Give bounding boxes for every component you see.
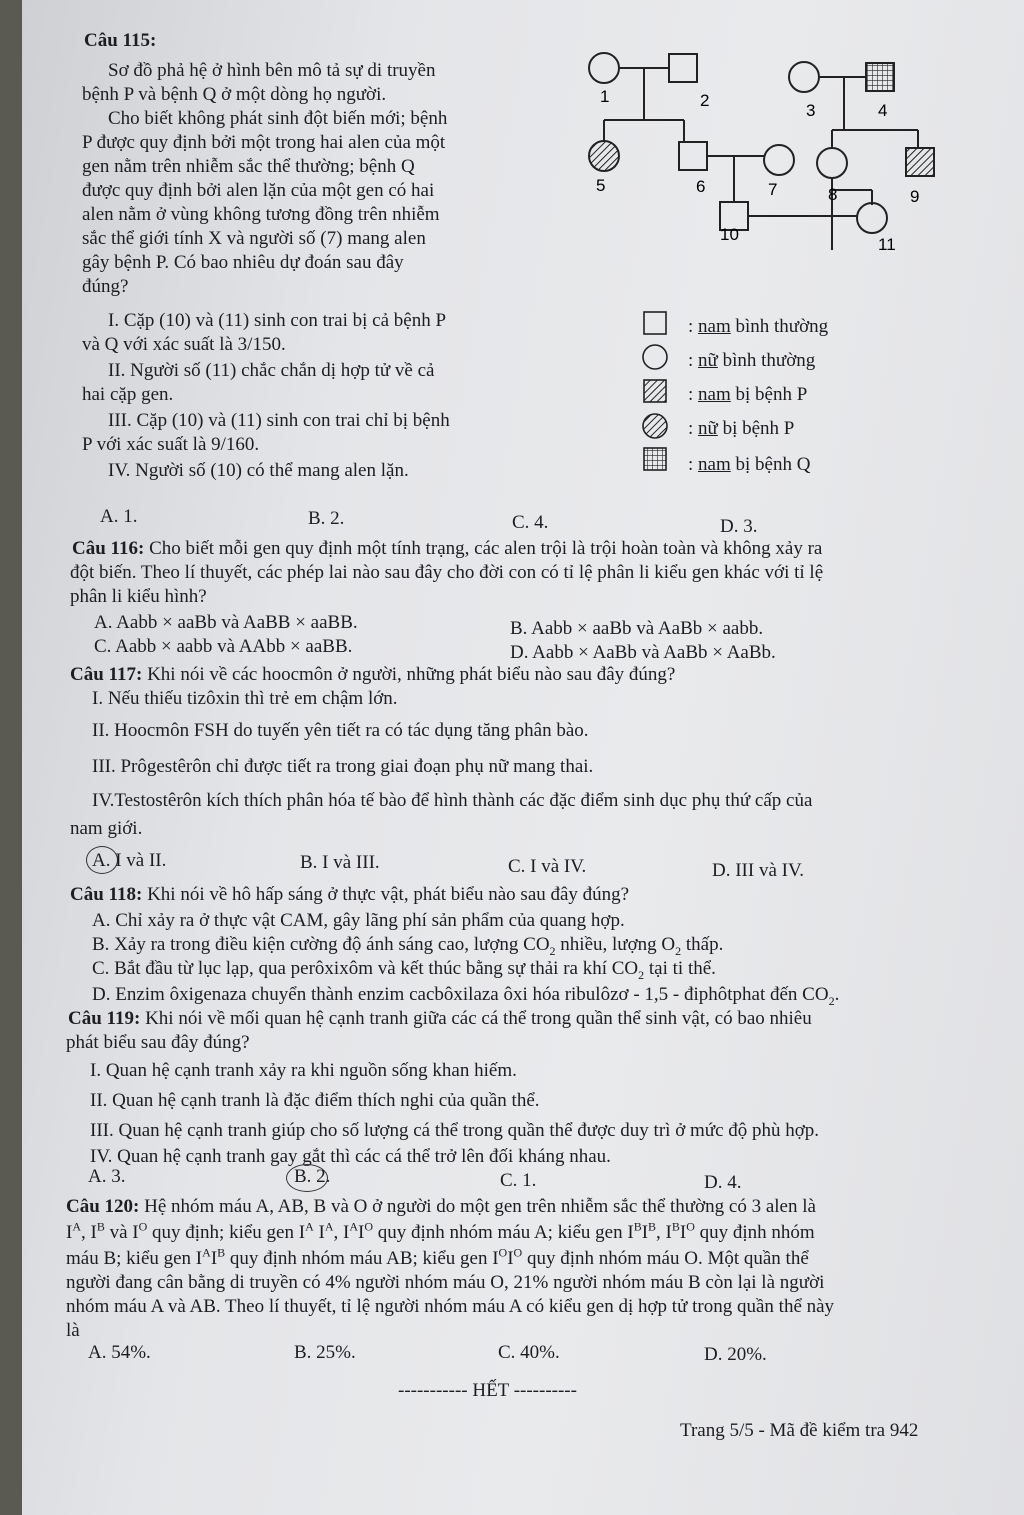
q119-statement: II. Quan hệ cạnh tranh là đặc điểm thích nghi của quần thể. — [90, 1090, 540, 1111]
q117-statement: I. Nếu thiếu tizôxin thì trẻ em chậm lớn. — [92, 688, 398, 709]
grid-square-icon — [644, 448, 666, 470]
q117-statement: nam giới. — [70, 818, 143, 839]
q118-option-a[interactable]: A. Chỉ xảy ra ở thực vật CAM, gây lãng phí sản phẩm của quang hợp. — [92, 910, 625, 931]
pedigree-individual-5 — [589, 141, 619, 171]
q116-stem: Câu 116: Cho biết mỗi gen quy định một tính trạng, các alen trội là trội hoàn toàn và không xảy ra — [72, 538, 823, 559]
q115-body-line: đúng? — [82, 276, 129, 297]
q117-stem: Câu 117: Khi nói về các hoocmôn ở người, những phát biểu nào sau đây đúng? — [70, 664, 676, 685]
q118-option-c[interactable]: C. Bắt đầu từ lục lạp, qua perôxixôm và kết thúc bằng sự thải ra khí $CO_2$ tại ti thể. — [92, 958, 716, 982]
q117-statement: IV.Testostêrôn kích thích phân hóa tế bào để hình thành các đặc điểm sinh dục phụ thứ cấp của — [92, 790, 813, 811]
q119-stem: phát biểu sau đây đúng? — [66, 1032, 250, 1053]
pedigree-label: 6 — [696, 177, 706, 196]
pedigree-label: 1 — [600, 87, 610, 106]
pedigree-label: 5 — [596, 176, 606, 195]
q115-body-line: Cho biết không phát sinh đột biến mới; bệnh — [108, 108, 448, 129]
q115-body-line: sắc thể giới tính X và người số (7) mang alen — [82, 228, 426, 249]
pedigree-label: 11 — [878, 235, 896, 254]
end-marker: ----------- HẾT ---------- — [398, 1380, 577, 1401]
q116-option-b[interactable]: B. Aabb × aaBb và AaBb × aabb. — [510, 618, 764, 639]
pedigree-label: 4 — [878, 101, 888, 120]
q115-statement: P với xác suất là 9/160. — [82, 434, 260, 455]
q119-option-d[interactable]: D. 4. — [704, 1172, 742, 1193]
q119-statement: I. Quan hệ cạnh tranh xảy ra khi nguồn sống khan hiếm. — [90, 1060, 517, 1081]
q115-option-c[interactable]: C. 4. — [512, 512, 549, 533]
pedigree-individual-11 — [857, 203, 887, 233]
q115-option-a[interactable]: A. 1. — [100, 506, 138, 527]
legend-item: : nam bị bệnh Q — [688, 454, 811, 475]
circle-icon — [643, 345, 667, 369]
q115-statement: II. Người số (11) chắc chắn dị hợp tử về cả — [108, 360, 435, 381]
q120-option-d[interactable]: D. 20%. — [704, 1344, 767, 1365]
q119-option-a[interactable]: A. 3. — [88, 1166, 126, 1187]
q117-option-a[interactable]: A. I và II. — [92, 850, 167, 871]
pedigree-diagram — [562, 50, 962, 290]
pedigree-label: 10 — [720, 225, 739, 244]
q117-option-b[interactable]: B. I và III. — [300, 852, 380, 873]
q117-statement: II. Hoocmôn FSH do tuyến yên tiết ra có tác dụng tăng phân bào. — [92, 720, 589, 741]
pedigree-label: 3 — [806, 101, 816, 120]
q120-stem: người đang cân bằng di truyền có 4% người nhóm máu O, 21% người nhóm máu B còn lại là người — [66, 1272, 825, 1293]
q120-option-c[interactable]: C. 40%. — [498, 1342, 560, 1363]
q116-stem: đột biến. Theo lí thuyết, các phép lai nào sau đây cho đời con có tỉ lệ phân li kiểu gen khác với tỉ lệ — [70, 562, 824, 583]
q119-statement: IV. Quan hệ cạnh tranh gay gắt thì các cá thể trở lên đối kháng nhau. — [90, 1146, 611, 1167]
pedigree-individual-1 — [589, 53, 619, 83]
legend-item: : nữ bị bệnh P — [688, 418, 795, 439]
pedigree-individual-3 — [789, 62, 819, 92]
pedigree-individual-4 — [866, 63, 894, 91]
q115-statement: và Q với xác suất là 3/150. — [82, 334, 286, 355]
square-icon — [644, 312, 666, 334]
q119-stem: Câu 119: Khi nói về mối quan hệ cạnh tranh giữa các cá thể trong quần thể sinh vật, có bao nhiêu — [68, 1008, 812, 1029]
pedigree-label: 2 — [700, 91, 710, 110]
legend-item: : nữ bình thường — [688, 350, 816, 371]
q120-stem: máu B; kiểu gen $I^AI^B$ quy định nhóm máu AB; kiểu gen $I^OI^O$ quy định nhóm máu O. Một quần thể — [66, 1245, 809, 1269]
q116-option-d[interactable]: D. Aabb × AaBb và AaBb × AaBb. — [510, 642, 776, 663]
q118-stem: Câu 118: Khi nói về hô hấp sáng ở thực vật, phát biểu nào sau đây đúng? — [70, 884, 630, 905]
pedigree-label: 8 — [828, 185, 838, 204]
q115-option-b[interactable]: B. 2. — [308, 508, 345, 529]
q120-stem: là — [66, 1320, 80, 1341]
q115-statement: IV. Người số (10) có thể mang alen lặn. — [108, 460, 409, 481]
q116-option-c[interactable]: C. Aabb × aabb và AAbb × aaBB. — [94, 636, 353, 657]
legend-item: : nam bình thường — [688, 316, 829, 337]
pedigree-label: 7 — [768, 180, 778, 199]
q115-title: Câu 115: — [84, 30, 157, 51]
q115-statement: III. Cặp (10) và (11) sinh con trai chỉ bị bệnh — [108, 410, 450, 431]
q115-body-line: alen nằm ở vùng không tương đồng trên nhiễm — [82, 204, 440, 225]
q115-option-d[interactable]: D. 3. — [720, 516, 758, 537]
q115-body-line: gây bệnh P. Có bao nhiêu dự đoán sau đây — [82, 252, 404, 273]
legend-item: : nam bị bệnh P — [688, 384, 808, 405]
page-footer: Trang 5/5 - Mã đề kiểm tra 942 — [680, 1420, 919, 1441]
hatched-circle-icon — [643, 414, 667, 438]
q118-option-d[interactable]: D. Enzim ôxigenaza chuyển thành enzim cacbôxilaza ôxi hóa ribulôzơ - 1,5 - điphôtphat đến $CO_2$. — [92, 984, 840, 1008]
q115-body-line: Sơ đồ phả hệ ở hình bên mô tả sự di truyền — [108, 60, 436, 81]
q117-option-d[interactable]: D. III và IV. — [712, 860, 804, 881]
q115-body-line: gen nằm trên nhiễm sắc thể thường; bệnh Q — [82, 156, 415, 177]
q116-stem: phân li kiểu hình? — [70, 586, 207, 607]
q118-option-b[interactable]: B. Xảy ra trong điều kiện cường độ ánh sáng cao, lượng $CO_2$ nhiều, lượng $O_2$ thấp. — [92, 934, 724, 958]
exam-page — [22, 0, 1024, 1515]
q117-option-c[interactable]: C. I và IV. — [508, 856, 587, 877]
pedigree-legend-symbols — [642, 310, 672, 490]
q119-option-b[interactable]: B. 2. — [294, 1166, 331, 1187]
q115-body-line: P được quy định bởi một trong hai alen của một — [82, 132, 446, 153]
q120-stem: Câu 120: Hệ nhóm máu A, AB, B và O ở người do một gen trên nhiễm sắc thể thường có 3 alen là — [66, 1196, 816, 1217]
q116-option-a[interactable]: A. Aabb × aaBb và AaBB × aaBB. — [94, 612, 358, 633]
q115-body-line: bệnh P và bệnh Q ở một dòng họ người. — [82, 84, 387, 105]
pedigree-individual-7 — [764, 145, 794, 175]
q115-statement: hai cặp gen. — [82, 384, 174, 405]
pedigree-label: 9 — [910, 187, 920, 206]
q119-option-c[interactable]: C. 1. — [500, 1170, 537, 1191]
pedigree-individual-6 — [679, 142, 707, 170]
q117-statement: III. Prôgestêrôn chỉ được tiết ra trong giai đoạn phụ nữ mang thai. — [92, 756, 594, 777]
q120-stem: nhóm máu A và AB. Theo lí thuyết, tỉ lệ người nhóm máu A có kiểu gen dị hợp tử trong quần thể này — [66, 1296, 835, 1317]
pedigree-individual-9 — [906, 148, 934, 176]
q115-body-line: được quy định bởi alen lặn của một gen có hai — [82, 180, 435, 201]
q120-stem: $I^A$, $I^B$ và $I^O$ quy định; kiểu gen $I^A$ $I^A$, $I^AI^O$ quy định nhóm máu A; kiểu gen $I^BI^B$, $I^BI^O$ quy định nhóm — [66, 1219, 815, 1243]
pedigree-individual-2 — [669, 54, 697, 82]
q115-statement: I. Cặp (10) và (11) sinh con trai bị cả bệnh P — [108, 310, 447, 331]
q120-option-a[interactable]: A. 54%. — [88, 1342, 151, 1363]
hatched-square-icon — [644, 380, 666, 402]
q120-option-b[interactable]: B. 25%. — [294, 1342, 356, 1363]
pedigree-individual-8 — [817, 148, 847, 178]
q119-statement: III. Quan hệ cạnh tranh giúp cho số lượng cá thể trong quần thể được duy trì ở mức độ phù hợp. — [90, 1120, 820, 1141]
